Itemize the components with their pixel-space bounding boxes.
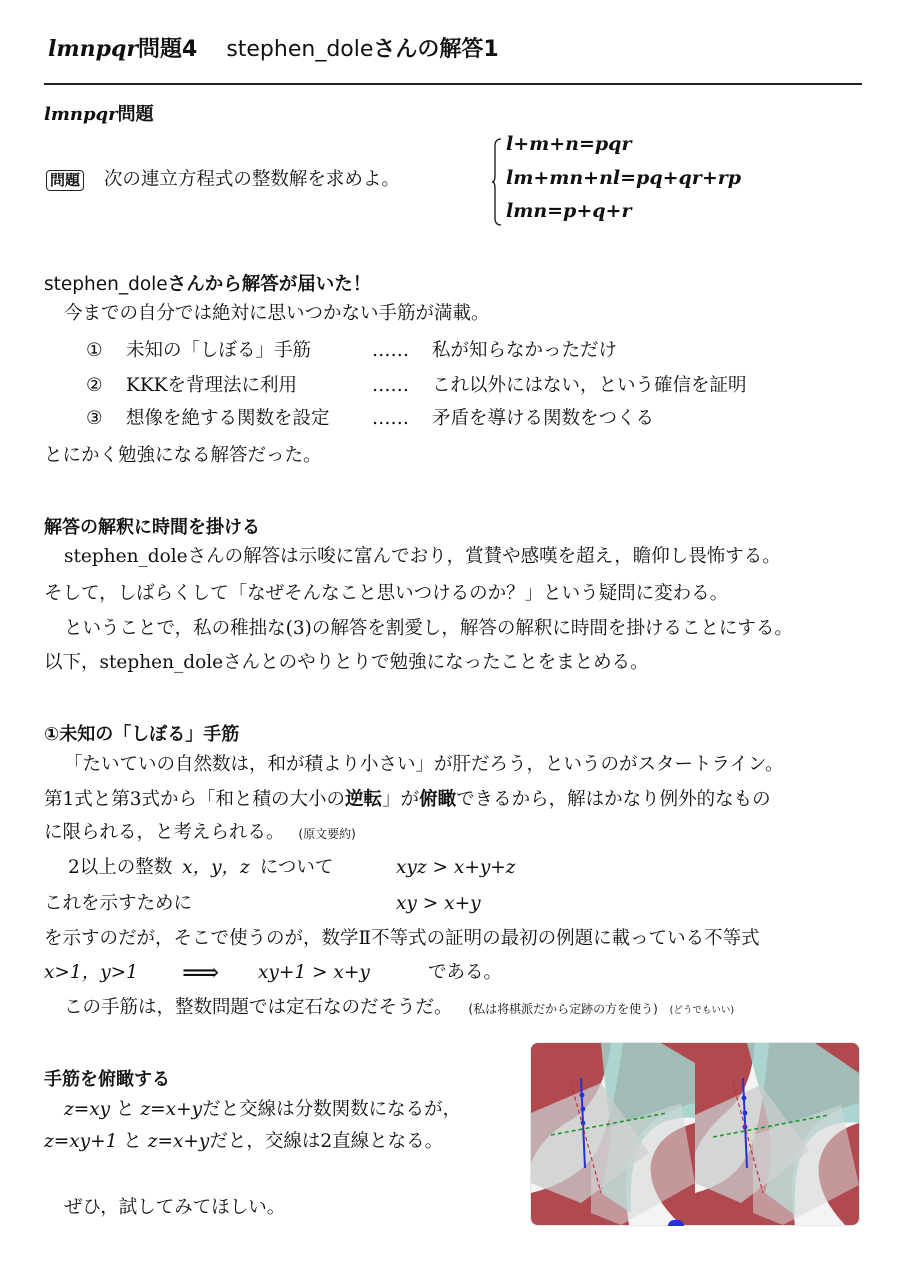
point-3-num: ③ xyxy=(86,408,103,429)
surface-graph-left xyxy=(531,1043,695,1225)
ov1-a: z=xy xyxy=(64,1099,111,1120)
title-vars: lmnpqr xyxy=(48,36,138,62)
result-end: である。 xyxy=(428,962,503,983)
point-2 xyxy=(86,375,103,397)
point-3-label: 想像を絶する関数を設定 xyxy=(126,408,330,429)
problem-badge: 問題 xyxy=(46,170,84,191)
header-divider xyxy=(44,83,862,85)
line2-post: できるから，解はかなり例外的なもの xyxy=(456,789,771,810)
problem-heading-word: 問題 xyxy=(117,104,154,125)
ov1-b: と xyxy=(116,1099,135,1120)
axis-point xyxy=(743,1111,748,1116)
intro-lead: 今までの自分では絶対に思いつかない手筋が満載。 xyxy=(64,303,490,324)
standard-text: この手筋は，整数問題では定石なのだそうだ。 xyxy=(64,997,453,1018)
problem-heading-vars: lmnpqr xyxy=(44,104,118,125)
title-author: stephen_dole xyxy=(226,37,374,62)
intro-heading-rest: さんから解答が届いた！ xyxy=(167,274,372,295)
point-2-desc: これ以外にはない，という確信を証明 xyxy=(432,375,747,396)
ineq-main: xyz > x+y+z xyxy=(396,857,516,878)
intro-heading-author: stephen_dole xyxy=(44,274,168,295)
try-it: ぜひ，試してみてほしい。 xyxy=(64,1197,286,1218)
interpret-line-3: ということで，私の稚拙な(3)の解答を割愛し，解答の解釈に時間を掛けることにする。 xyxy=(64,618,793,639)
result-ineq: xy+1 > x+y xyxy=(258,962,370,983)
overview-line-1 xyxy=(64,1099,461,1121)
point-2-dots: …… xyxy=(372,375,409,396)
graph-panel xyxy=(530,1042,860,1226)
interpret-line-1: stephen_doleさんの解答は示唆に富んでおり，賞賛や感嘆を超え，瞻仰し畏怖する。 xyxy=(64,546,781,567)
intro-closing: とにかく勉強になる解答だった。 xyxy=(44,445,322,466)
page-title xyxy=(48,32,499,63)
implies-arrow: ⟹ xyxy=(182,958,220,988)
overview-heading: 手筋を俯瞰する xyxy=(44,1069,170,1090)
point-1-desc: 私が知らなかっただけ xyxy=(432,340,618,361)
point-1 xyxy=(86,340,103,362)
line2-reverse: 逆転 xyxy=(345,789,383,810)
ov2-c: z=x+y xyxy=(147,1131,210,1152)
equation-brace xyxy=(492,138,502,226)
textbook-line: を示すのだが，そこで使うのが，数学Ⅱ不等式の証明の最初の例題に載っている不等式 xyxy=(44,928,760,949)
interpret-line-4: 以下，stephen_doleさんとのやりとりで勉強になったことをまとめる。 xyxy=(44,652,649,673)
section1-line-2 xyxy=(44,789,771,811)
section1-heading: ①未知の「しぼる」手筋 xyxy=(44,724,240,745)
ov1-d: だと交線は分数関数になるが， xyxy=(202,1099,462,1120)
point-3-desc: 矛盾を導ける関数をつくる xyxy=(432,408,655,429)
title-problem: 問題4 xyxy=(138,37,198,62)
axis-point xyxy=(581,1121,586,1126)
point-2-num: ② xyxy=(86,375,103,396)
overview-line-2 xyxy=(44,1131,443,1153)
standard-tiny: (どうでもいい) xyxy=(669,1005,735,1016)
interpret-heading: 解答の解釈に時間を掛ける xyxy=(44,517,260,538)
blue-marker xyxy=(668,1220,684,1226)
point-1-dots: …… xyxy=(372,340,409,361)
show-text: これを示すために xyxy=(44,893,193,914)
axis-point xyxy=(581,1107,586,1112)
intro-heading xyxy=(44,270,371,296)
problem-text: 次の連立方程式の整数解を求めよ。 xyxy=(103,169,400,190)
equation-1: l+m+n=pqr xyxy=(506,133,632,155)
point-3-dots: …… xyxy=(372,408,409,429)
standard-note: (私は将棋派だから定跡の方を使う) xyxy=(468,1002,658,1016)
standard-line xyxy=(64,997,734,1022)
problem-heading xyxy=(44,100,154,126)
ineq-about: について xyxy=(259,857,334,878)
equation-2: lm+mn+nl=pq+qr+rp xyxy=(506,167,742,189)
ov1-c: z=x+y xyxy=(140,1099,203,1120)
line2-mid: 」が xyxy=(382,789,420,810)
equation-3: lmn=p+q+r xyxy=(506,200,632,222)
show-ineq: xy > x+y xyxy=(396,893,481,914)
section1-line-3 xyxy=(44,822,356,845)
interpret-line-2: そして，しばらくして「なぜそんなこと思いつけるのか？」という疑問に変わる。 xyxy=(44,583,729,604)
ov2-a: z=xy+1 xyxy=(44,1131,118,1152)
section1-line-1: 「たいていの自然数は，和が積より小さい」が肝だろう，というのがスタートライン。 xyxy=(64,754,784,775)
ov2-b: と xyxy=(123,1131,142,1152)
line3-note: (原文要約) xyxy=(298,827,356,841)
axis-point xyxy=(580,1093,585,1098)
condition: x>1，y>1 xyxy=(44,962,138,983)
surface-graph-right xyxy=(695,1043,859,1225)
title-suffix: さんの解答1 xyxy=(373,37,499,62)
ineq-vars: x，y，z xyxy=(182,857,250,878)
point-3 xyxy=(86,408,103,430)
point-1-label: 未知の「しぼる」手筋 xyxy=(126,340,312,361)
line3-text: に限られる，と考えられる。 xyxy=(44,822,285,843)
axis-point xyxy=(742,1096,747,1101)
problem-statement xyxy=(46,169,400,191)
ov2-d: だと，交線は2直線となる。 xyxy=(209,1131,444,1152)
line2-overview: 俯瞰 xyxy=(419,789,457,810)
ineq-intro-text: 2以上の整数 xyxy=(68,857,173,878)
point-1-num: ① xyxy=(86,340,103,361)
ineq-intro xyxy=(68,857,333,879)
line2-pre: 第1式と第3式から「和と積の大小の xyxy=(44,789,346,810)
point-2-label: KKKを背理法に利用 xyxy=(126,375,297,396)
